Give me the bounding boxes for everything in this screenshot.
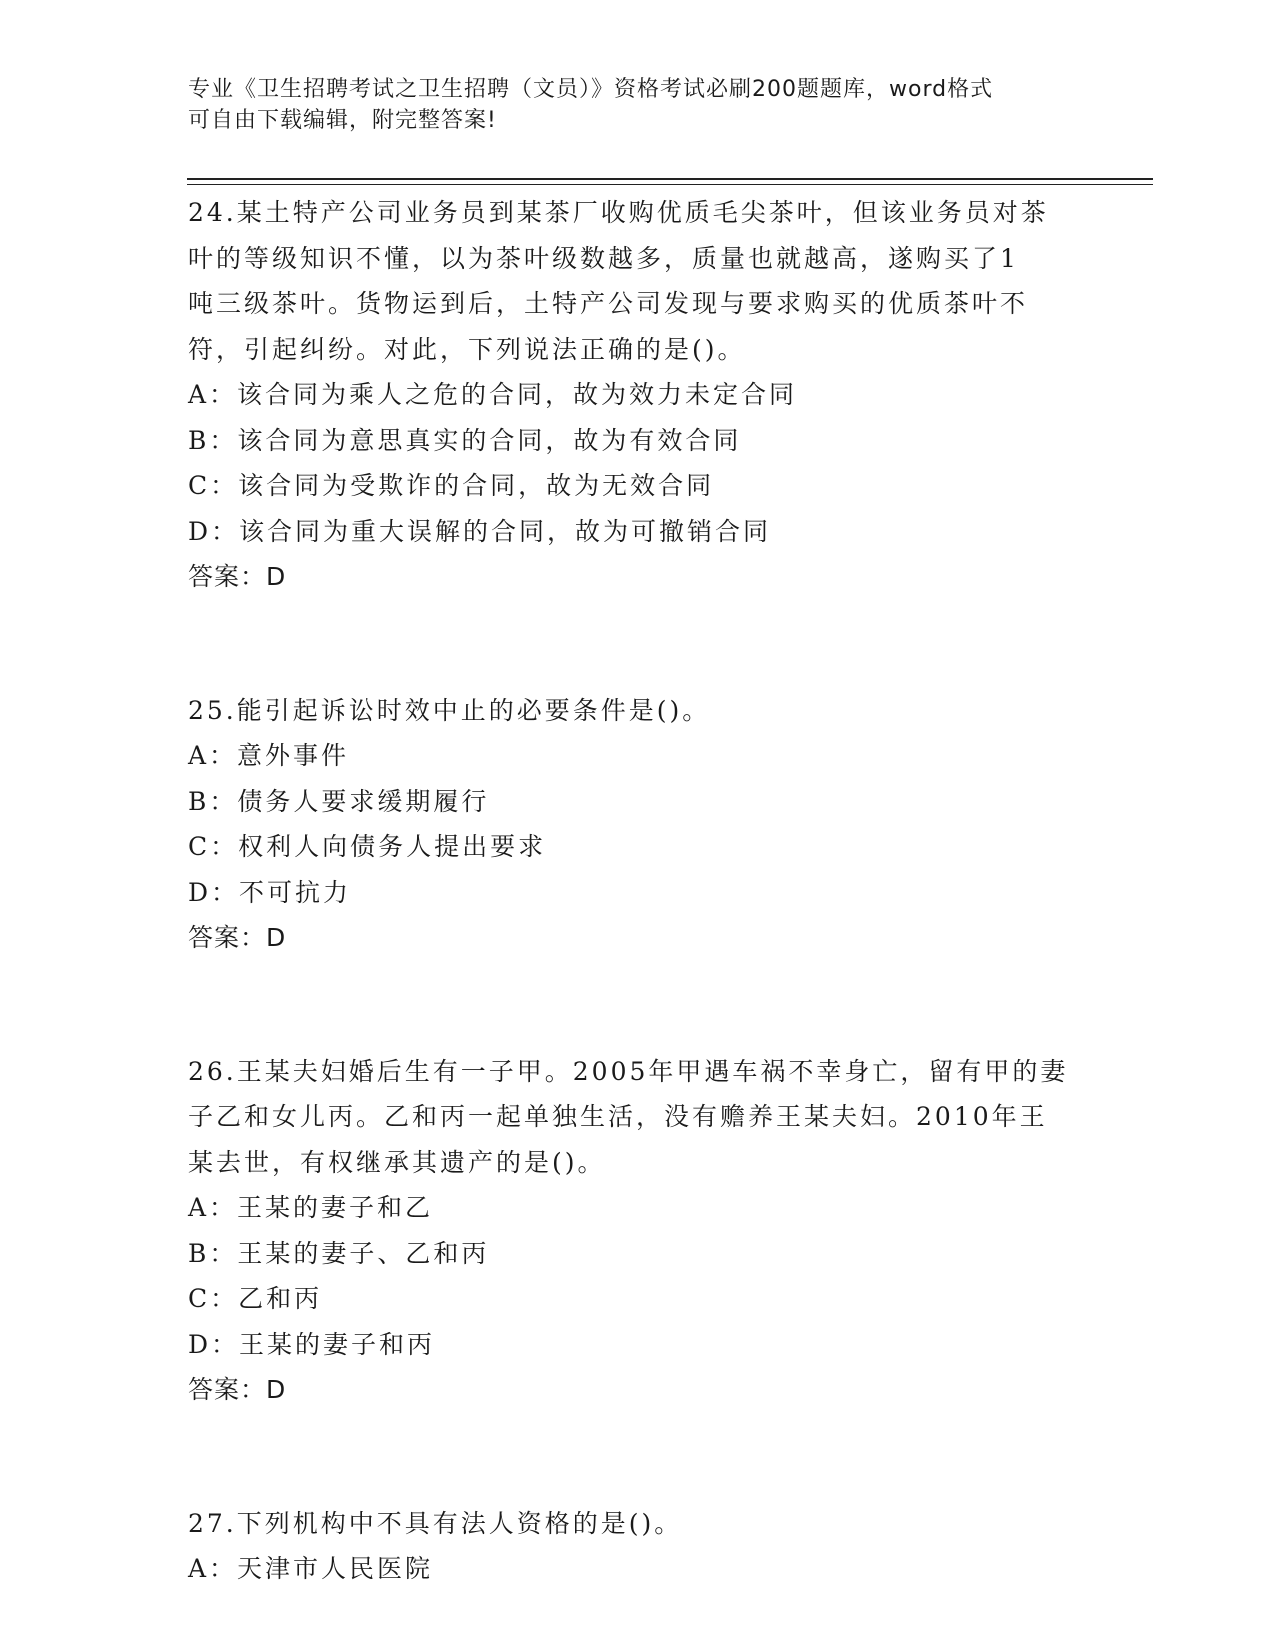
spacer <box>188 600 1088 688</box>
question-stem-line: 叶的等级知识不懂，以为茶叶级数越多，质量也就越高，遂购买了1 <box>188 243 1019 273</box>
question-24 <box>188 190 1088 600</box>
header-line-2: 可自由下载编辑，附完整答案! <box>188 108 497 133</box>
answer: 答案：D <box>188 562 287 591</box>
question-stem-line: 27.下列机构中不具有法人资格的是()。 <box>188 1508 683 1538</box>
option-a: A：意外事件 <box>188 741 350 770</box>
option-a: A：该合同为乘人之危的合同，故为效力未定合同 <box>188 380 798 409</box>
option-d: D：王某的妻子和丙 <box>188 1329 436 1359</box>
spacer <box>188 961 1088 1049</box>
question-stem-line: 吨三级茶叶。货物运到后，土特产公司发现与要求购买的优质茶叶不 <box>188 289 1029 318</box>
answer: 答案：D <box>188 923 287 952</box>
question-27 <box>188 1501 1088 1592</box>
option-a: A：王某的妻子和乙 <box>188 1193 434 1222</box>
header-line-1: 专业《卫生招聘考试之卫生招聘（文员）》资格考试必刷200题题库，word格式 <box>188 77 994 102</box>
option-c: C：乙和丙 <box>188 1284 323 1313</box>
option-a: A：天津市人民医院 <box>188 1554 434 1583</box>
question-26 <box>188 1049 1088 1413</box>
question-stem-line: 26.王某夫妇婚后生有一子甲。2005年甲遇车祸不幸身亡，留有甲的妻 <box>188 1056 1069 1086</box>
question-stem-line: 24.某土特产公司业务员到某茶厂收购优质毛尖茶叶，但该业务员对茶 <box>188 198 1049 227</box>
answer: 答案：D <box>188 1375 287 1404</box>
header-divider-thick <box>187 178 1153 180</box>
question-stem-line: 某去世，有权继承其遗产的是()。 <box>188 1147 606 1177</box>
question-stem-line: 25.能引起诉讼时效中止的必要条件是()。 <box>188 695 711 725</box>
option-c: C：权利人向债务人提出要求 <box>188 832 547 861</box>
option-c: C：该合同为受欺诈的合同，故为无效合同 <box>188 471 715 500</box>
question-list <box>188 190 1088 1592</box>
option-d: D：不可抗力 <box>188 877 352 907</box>
question-stem-line: 符，引起纠纷。对此，下列说法正确的是()。 <box>188 334 746 364</box>
spacer <box>188 1413 1088 1501</box>
option-b: B：王某的妻子、乙和丙 <box>188 1238 490 1268</box>
option-b: B：该合同为意思真实的合同，故为有效合同 <box>188 425 742 455</box>
document-header <box>188 74 1088 136</box>
option-d: D：该合同为重大误解的合同，故为可撤销合同 <box>188 516 772 546</box>
question-25 <box>188 688 1088 961</box>
question-stem-line: 子乙和女儿丙。乙和丙一起单独生活，没有赡养王某夫妇。2010年王 <box>188 1102 1048 1131</box>
option-b: B：债务人要求缓期履行 <box>188 786 490 816</box>
header-divider-thin <box>187 184 1153 185</box>
